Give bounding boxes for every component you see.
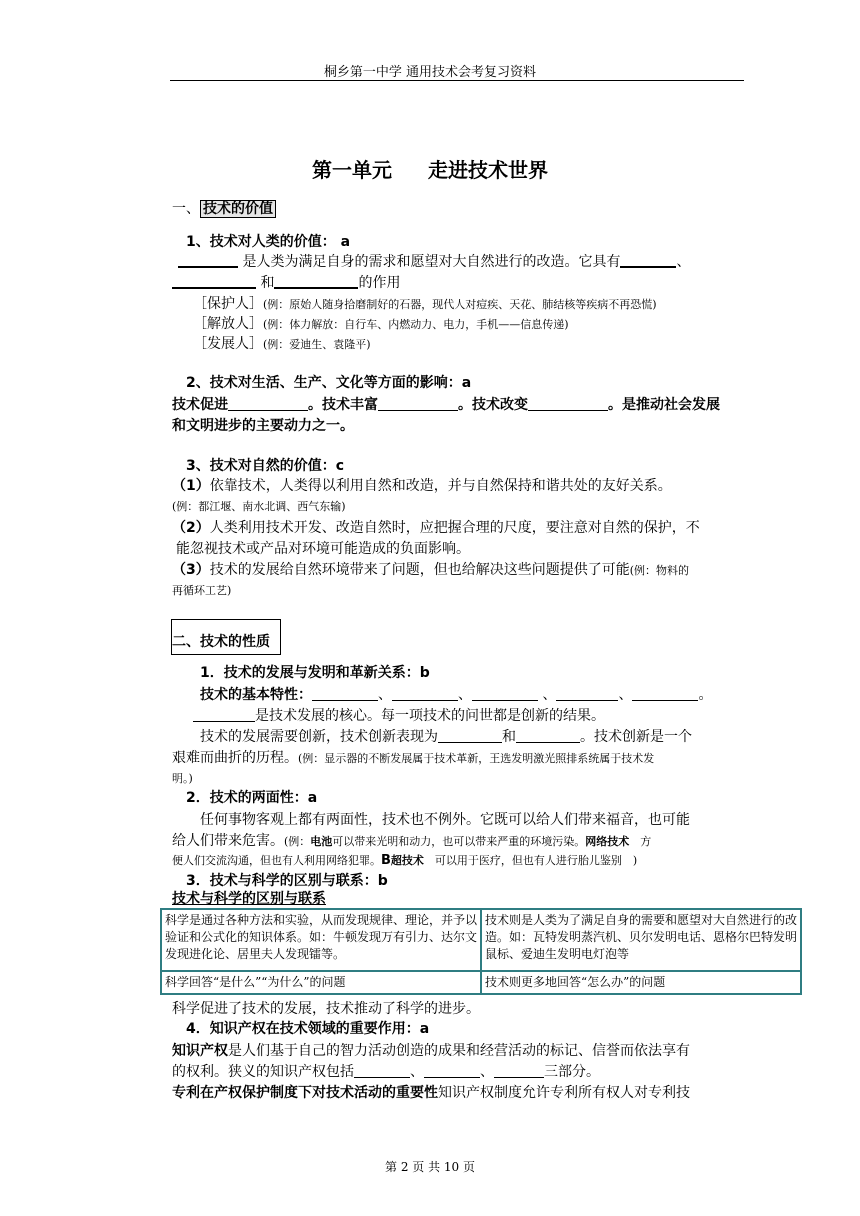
page-footer: 第 2 页 共 10 页 [385,1160,475,1174]
core-line: 是技术发展的核心。每一项技术的问世都是创新的结果。 [193,706,605,726]
unit-title-b: 走进技术世界 [428,158,548,182]
s1-p1-ex: (例：都江堰、南水北调、西气东输) [172,500,346,513]
two-sided-a: 任何事物客观上都有两面性，技术也不例外。它既可以给人们带来福音，也可能 [200,812,690,828]
s2-sub2: 2．技术的两面性：a [186,790,318,806]
table-row [161,971,801,994]
innov-ex2: 明。) [172,772,193,785]
s1-p2: （2）人类利用技术开发、改造自然时，应把握合理的尺度，要注意对自然的保护，不 [172,520,700,536]
section1-heading-box: 技术的价值 [200,200,276,218]
science-def-cell: 科学是通过各种方法和实验，从而发现规律、理论，并予以验证和公式化的知识体系。如：牛顿发现万有引力、达尔文发现进化论、居里夫人发现镭等。 [161,909,481,971]
basic-traits: 技术的基本特性： 、 、 、 、 。 [200,687,713,703]
ip-line-b: 的权利。狭义的知识产权包括 、 、 三部分。 [172,1064,600,1080]
header-rule [170,80,744,81]
compare-table [160,908,802,995]
s1-line2: 和 的作用 [172,273,400,293]
unit-title [0,154,860,183]
section1-heading: 一、 技术的价值 [172,199,276,219]
s1-sub2: 2、技术对生活、生产、文化等方面的影响：a [186,375,472,391]
promote-line: 科学促进了技术的发展，技术推动了科学的进步。 [172,1001,480,1017]
innov-line: 技术的发展需要创新，技术创新表现为 和 。技术创新是一个 [200,729,692,745]
s1-l2a: 技术促进 。技术丰富 。技术改变 。是推动社会发展 [172,397,720,413]
s1-line1: 是人类为满足自身的需求和愿望对大自然进行的改造。它具有 、 [178,252,690,272]
liberate-line: ［解放人］(例：体力解放：自行车、内燃动力、电力，手机——信息传递) [193,316,569,332]
s2-sub1: 1．技术的发展与发明和革新关系：b [200,665,430,681]
s1-p2b: 能忽视技术或产品对环境可能造成的负面影响。 [176,541,470,557]
protect-line: ［保护人］(例：原始人随身拾磨制好的石器，现代人对痘疾、天花、肺结核等疾病不再恐慌) [193,296,657,312]
s2-sub4: 4．知识产权在技术领域的重要作用：a [186,1021,430,1037]
patent-line: 专利在产权保护制度下对技术活动的重要性知识产权制度允许专利所有权人对专利技 [172,1085,690,1101]
two-sided-c: 便人们交流沟通，但也有人利用网络犯罪。B超技术 可以用于医疗，但也有人进行胎儿鉴别 ) [172,853,638,868]
tech-answer-cell: 技术则更多地回答“怎么办”的问题 [481,971,801,994]
innov-line2: 艰难而曲折的历程。(例：显示器的不断发展属于技术革新，王选发明激光照排系统属于技术发 [172,750,655,766]
s1-p3-ex2: 再循环工艺) [172,584,232,597]
s1-p3: （3）技术的发展给自然环境带来了问题，但也给解决这些问题提供了可能(例：物料的 [172,562,690,578]
s2-sub3: 3．技术与科学的区别与联系：b [186,873,388,889]
two-sided-b: 给人们带来危害。(例：电池可以带来光明和动力，也可以带来严重的环境污染。网络技术 方 [172,833,652,849]
section2-heading: 二、技术的性质 [172,634,270,650]
s1-sub3: 3、技术对自然的价值：c [186,458,345,474]
science-answer-cell: 科学回答“是什么”“为什么”的问题 [161,971,481,994]
table-row [161,909,801,971]
develop-line: ［发展人］(例：爱迪生、袁隆平) [193,336,371,352]
s1-p1: （1）依靠技术，人类得以利用自然和改造，并与自然保持和谐共处的友好关系。 [172,478,672,494]
s1-l2e: 和文明进步的主要动力之一。 [172,418,354,434]
s1-sub1: 1、技术对人类的价值： a [186,234,351,250]
ip-line-a: 知识产权是人们基于自己的智力活动创造的成果和经营活动的标记、信誉而依法享有 [172,1043,690,1059]
tech-def-cell: 技术则是人类为了满足自身的需要和愿望对大自然进行的改造。如：瓦特发明蒸汽机、贝尔发明电话、恩格尔巴特发明鼠标、爱迪生发明电灯泡等 [481,909,801,971]
page-header: 桐乡第一中学 通用技术会考复习资料 [323,65,537,80]
unit-title-a: 第一单元 [312,158,392,182]
compare-heading: 技术与科学的区别与联系 [172,891,326,907]
